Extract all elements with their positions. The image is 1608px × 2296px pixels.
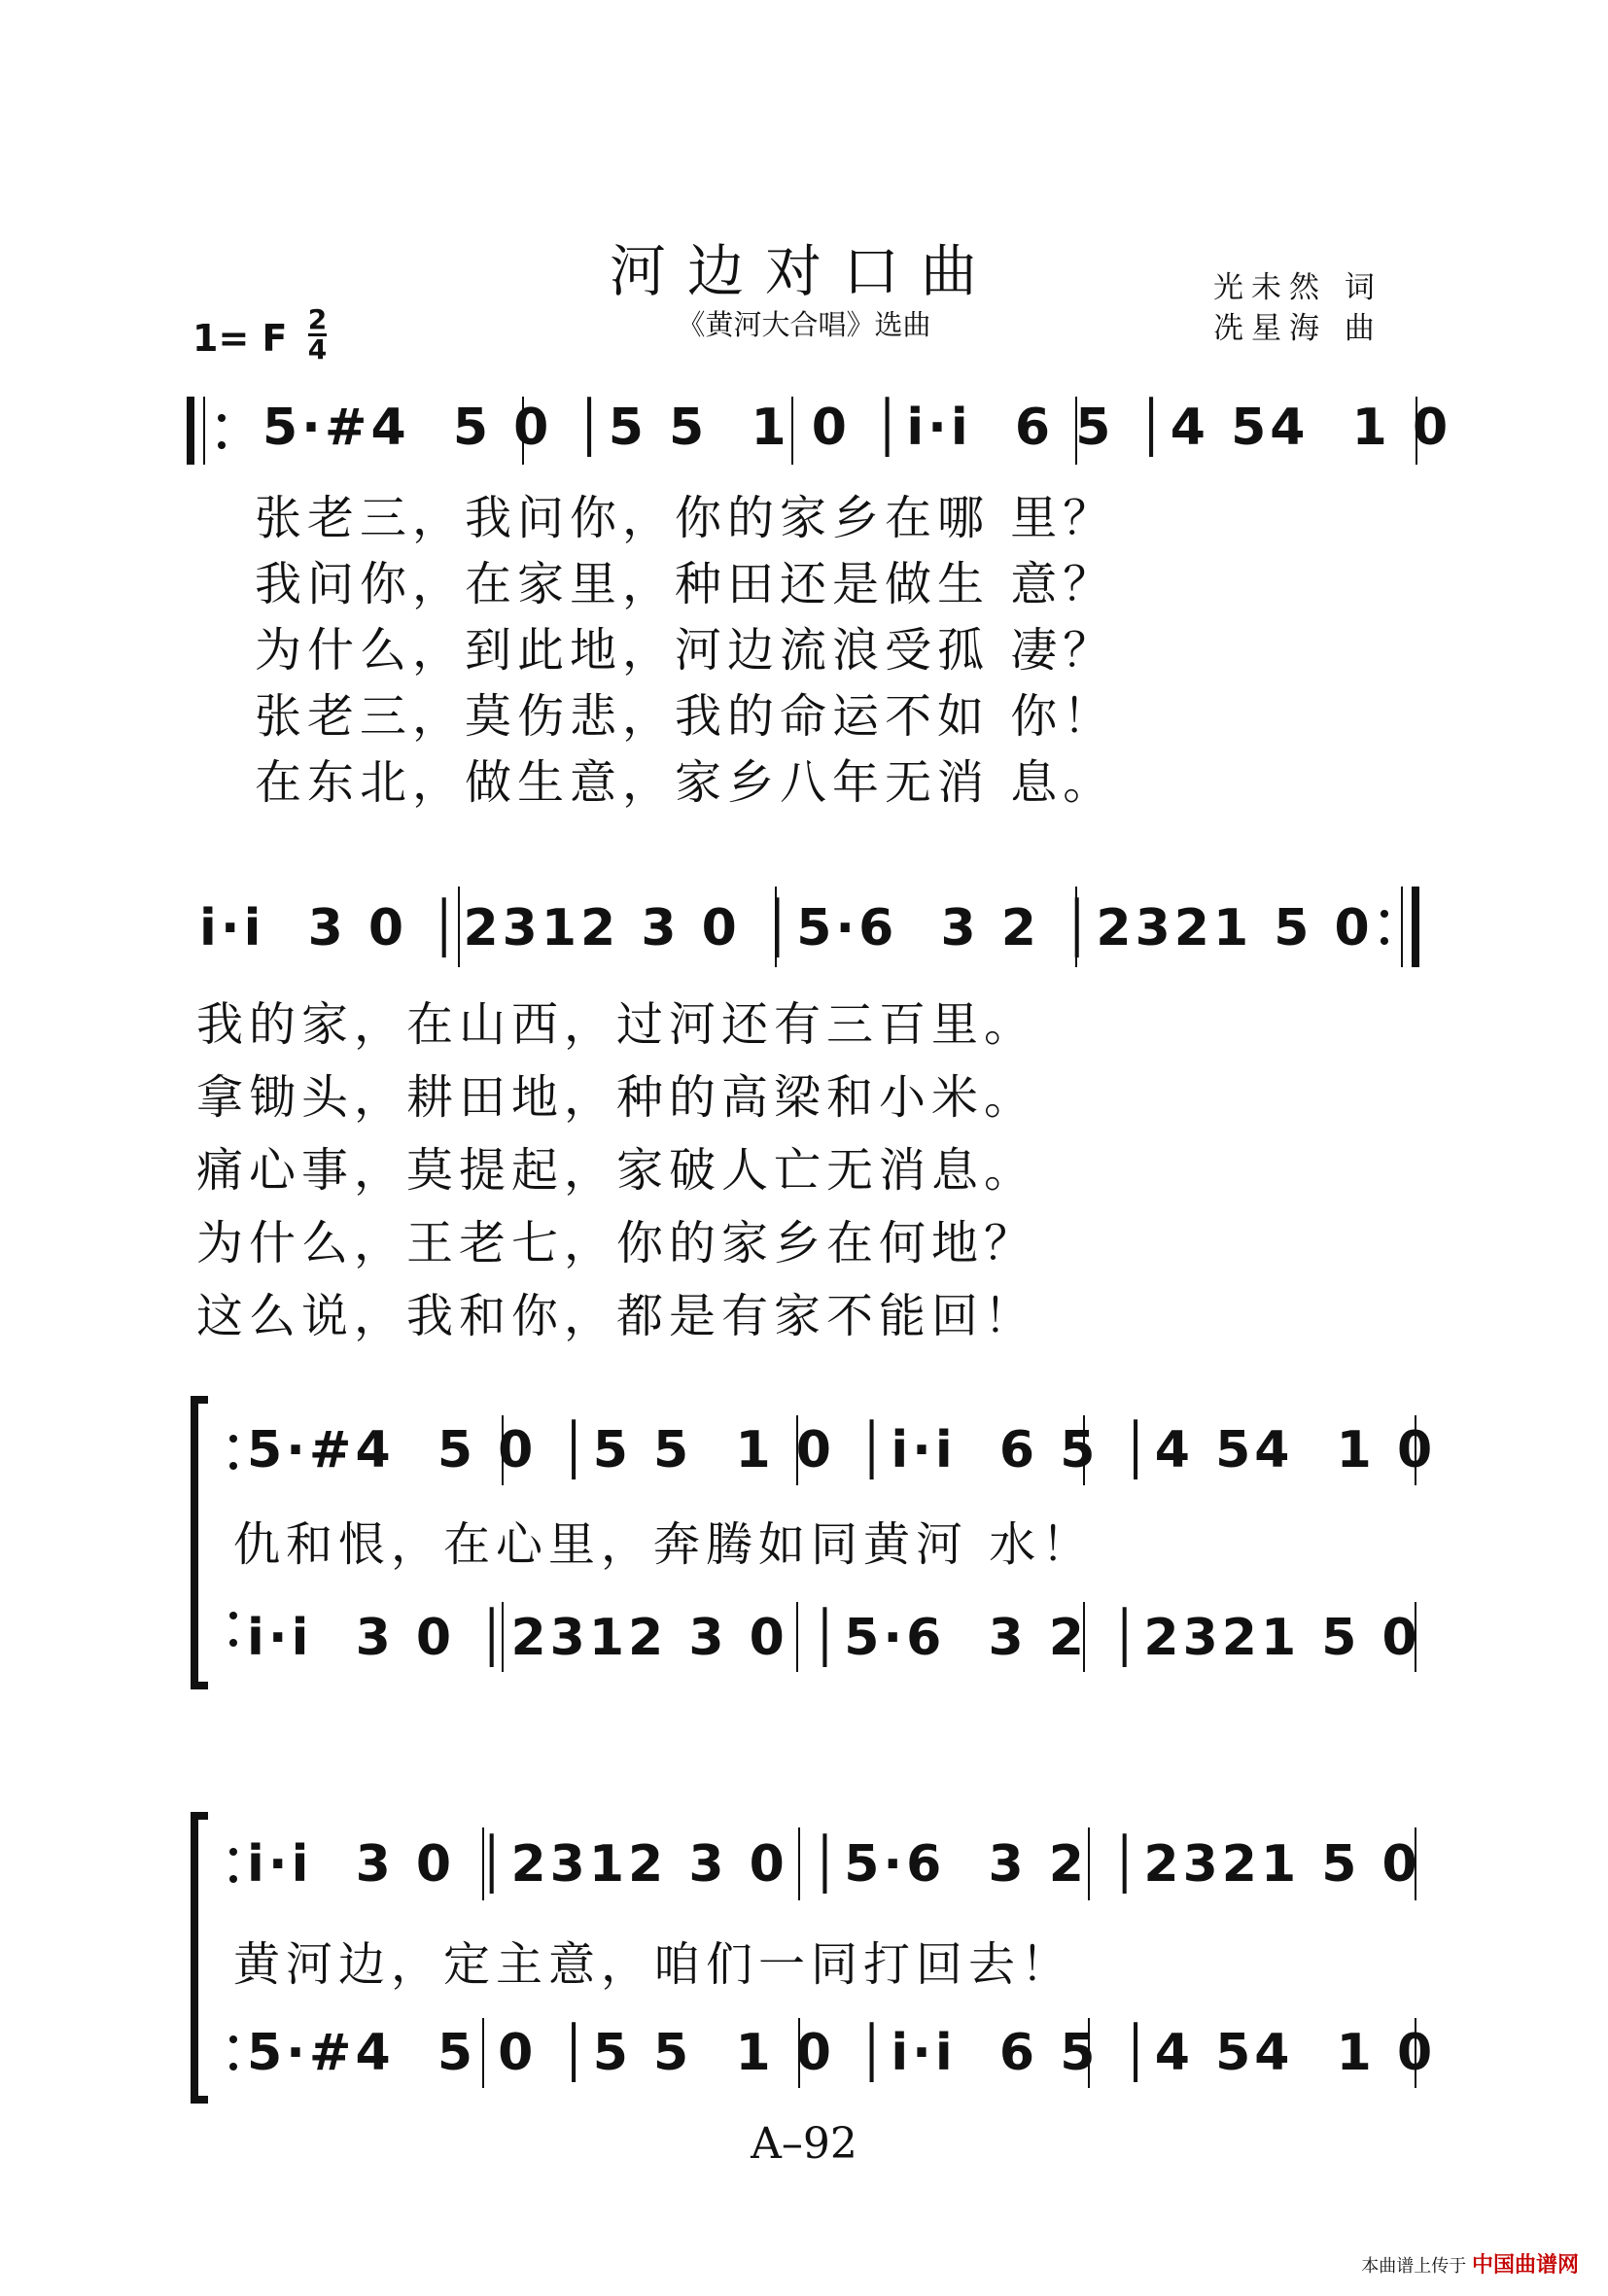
section2-lyric-5: 这么说，我和你，都是有家不能回！ <box>196 1289 1037 1343</box>
section4-lower-notation: 5·#4 5 0 │5 5 1 0 │i·i 6 5 │4 54 1 0 <box>247 2024 1437 2082</box>
section2-notation: i·i 3 0 │2312 3 0 │5·6 3 2 │2321 5 0 <box>199 899 1374 957</box>
footer-text: 本曲谱上传于 <box>1361 2256 1467 2277</box>
song-subtitle: 《黄河大合唱》选曲 <box>677 308 931 341</box>
section1-lyric-1: 张老三，我问你，你的家乡在哪 里？ <box>255 491 1116 545</box>
footer-brand[interactable]: 中国曲谱网 <box>1471 2253 1579 2278</box>
section1-notation: 5·#4 5 0 │5 5 1 0 │i·i 6 5 │4 54 1 0 <box>262 399 1452 457</box>
time-signature-top: 2 <box>307 303 328 335</box>
composer-credit: 冼星海 曲 <box>1213 311 1382 346</box>
section1-lyric-3: 为什么，到此地，河边流浪受孤 凄？ <box>255 623 1116 678</box>
time-signature-bottom: 4 <box>307 333 328 365</box>
section3-lower-notation: i·i 3 0 │2312 3 0 │5·6 3 2 │2321 5 0 <box>247 1609 1421 1667</box>
section3-lyric: 仇和恨，在心里，奔腾如同黄河 水！ <box>233 1517 1095 1572</box>
lyricist-credit: 光未然 词 <box>1213 270 1382 305</box>
song-title: 河边对口曲 <box>609 238 998 304</box>
page-number: A–92 <box>751 2119 857 2169</box>
section2-lyric-3: 痛心事，莫提起，家破人亡无消息。 <box>196 1143 1037 1198</box>
section1-lyric-5: 在东北，做生意，家乡八年无消 息。 <box>255 755 1116 810</box>
section2-lyric-4: 为什么，王老七，你的家乡在何地？ <box>196 1216 1037 1270</box>
section4-lyric: 黄河边，定主意，咱们一同打回去！ <box>233 1937 1074 1992</box>
section3-upper-notation: 5·#4 5 0 │5 5 1 0 │i·i 6 5 │4 54 1 0 <box>247 1421 1437 1479</box>
section2-lyric-1: 我的家，在山西，过河还有三百里。 <box>196 997 1037 1052</box>
key-label: 1= F <box>192 317 288 360</box>
section1-lyric-2: 我问你，在家里，种田还是做生 意？ <box>255 557 1116 611</box>
section4-upper-notation: i·i 3 0 │2312 3 0 │5·6 3 2 │2321 5 0 <box>247 1835 1421 1894</box>
footer-attribution <box>1361 2248 1579 2279</box>
section1-lyric-4: 张老三，莫伤悲，我的命运不如 你！ <box>255 689 1116 744</box>
section2-lyric-2: 拿锄头，耕田地，种的高梁和小米。 <box>196 1070 1037 1125</box>
